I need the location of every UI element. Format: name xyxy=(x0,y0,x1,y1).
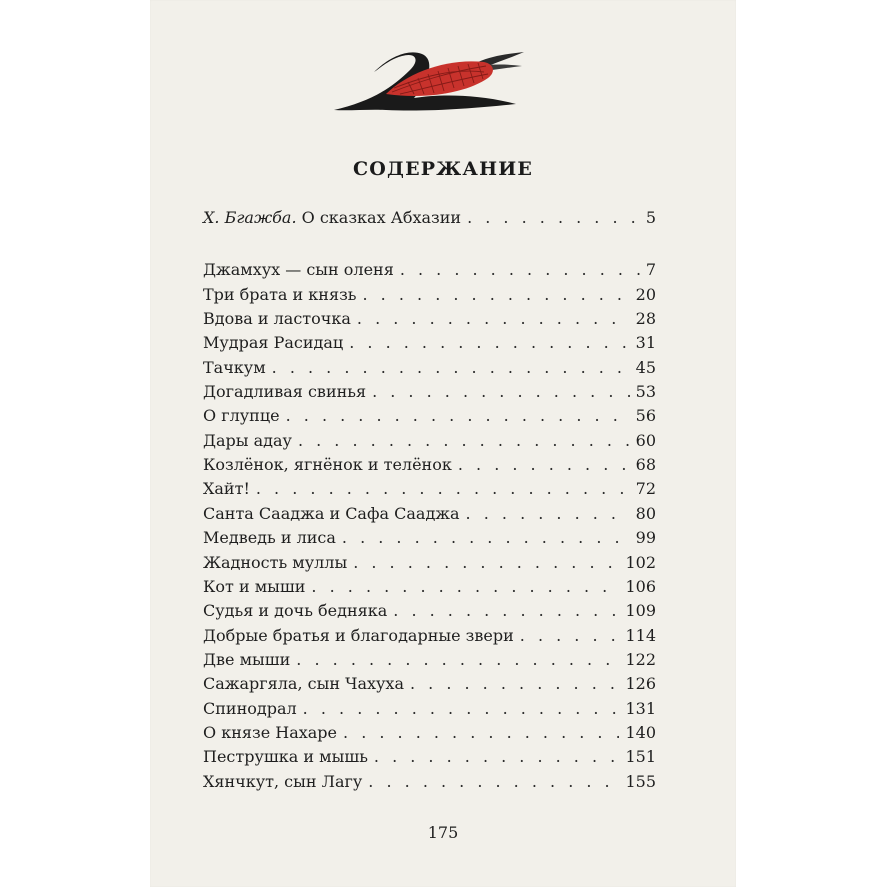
toc-entry xyxy=(203,772,656,796)
toc-entry-title: Судья и дочь бедняка xyxy=(203,601,388,620)
toc-entry xyxy=(203,333,656,357)
dot-leader xyxy=(303,699,620,718)
dot-leader xyxy=(343,723,619,742)
page-number: 175 xyxy=(427,823,459,842)
toc-entry-title: Добрые братья и благодарные звери xyxy=(203,626,514,645)
dot-leader xyxy=(272,358,630,377)
toc-entry-title: Медведь и лиса xyxy=(203,528,336,547)
toc-entry-page: 126 xyxy=(625,674,656,693)
toc-entry-title: Санта Сааджа и Сафа Сааджа xyxy=(203,504,460,523)
dot-leader xyxy=(342,528,630,547)
toc-entry-page: 7 xyxy=(645,260,656,279)
dot-leader xyxy=(349,333,629,352)
toc-entry-title: Хайт! xyxy=(203,479,250,498)
toc-entry-page: 114 xyxy=(625,626,656,645)
toc-entry-page: 102 xyxy=(625,553,656,572)
toc-entry-title: Три брата и князь xyxy=(203,285,357,304)
toc-entry-author: Х. Бгажба. xyxy=(203,208,297,227)
dot-leader xyxy=(353,553,619,572)
dot-leader xyxy=(296,650,619,669)
toc-entry xyxy=(203,553,656,577)
toc-entry-page: 72 xyxy=(635,479,656,498)
toc-entry-title: Вдова и ласточка xyxy=(203,309,351,328)
toc-entry-title: Хянчкут, сын Лагу xyxy=(203,772,363,791)
toc-entry-title: О сказках Абхазии xyxy=(301,208,462,227)
dot-leader xyxy=(458,455,630,474)
toc-entry xyxy=(203,577,656,601)
toc-entry-page: 28 xyxy=(635,309,656,328)
toc-entry-title: Тачкум xyxy=(203,358,266,377)
dot-leader xyxy=(368,772,619,791)
toc-entry-title: Две мыши xyxy=(203,650,291,669)
toc-entry xyxy=(203,431,656,455)
toc-entry-page: 60 xyxy=(635,431,656,450)
toc-entry-title: Козлёнок, ягнёнок и телёнок xyxy=(203,455,452,474)
dot-leader xyxy=(298,431,630,450)
toc-entry xyxy=(203,309,656,333)
toc-entry-label xyxy=(203,208,461,227)
toc-entry xyxy=(203,504,656,528)
toc-entry-page: 20 xyxy=(635,285,656,304)
dot-leader xyxy=(400,260,640,279)
corn-cob-icon xyxy=(328,42,528,120)
toc-entry-page: 131 xyxy=(625,699,656,718)
dot-leader xyxy=(410,674,619,693)
toc-entry-page: 45 xyxy=(635,358,656,377)
toc-entry-page: 140 xyxy=(625,723,656,742)
dot-leader xyxy=(393,601,619,620)
toc-entry-title: Кот и мыши xyxy=(203,577,306,596)
toc-entry-page: 5 xyxy=(645,208,656,227)
toc-entry-page: 99 xyxy=(635,528,656,547)
contents-heading: СОДЕРЖАНИЕ xyxy=(352,158,534,180)
dot-leader xyxy=(467,208,640,227)
toc-entry-page: 68 xyxy=(635,455,656,474)
toc-entry-page: 31 xyxy=(635,333,656,352)
toc-entry xyxy=(203,285,656,309)
toc-entry xyxy=(203,455,656,479)
toc-entry xyxy=(203,650,656,674)
toc-entry xyxy=(203,358,656,382)
toc-entry-page: 53 xyxy=(635,382,656,401)
toc-entry-page: 80 xyxy=(635,504,656,523)
toc-entry xyxy=(203,723,656,747)
toc-entry-title: Мудрая Расидац xyxy=(203,333,344,352)
dot-leader xyxy=(357,309,630,328)
toc-entry-title: Дары адау xyxy=(203,431,292,450)
toc-entry-page: 109 xyxy=(625,601,656,620)
toc-entry-title: Джамхух — сын оленя xyxy=(203,260,394,279)
toc-entry-page: 56 xyxy=(635,406,656,425)
toc-entry-title: О князе Нахаре xyxy=(203,723,338,742)
dot-leader xyxy=(363,285,630,304)
toc-entry xyxy=(203,260,656,284)
toc-entry xyxy=(203,479,656,503)
dot-leader xyxy=(256,479,630,498)
toc-entry-title: Догадливая свинья xyxy=(203,382,367,401)
dot-leader xyxy=(520,626,620,645)
toc-entry-page: 155 xyxy=(625,772,656,791)
toc-entry xyxy=(203,601,656,625)
dot-leader xyxy=(372,382,630,401)
toc-entry-title: О глупце xyxy=(203,406,280,425)
toc-entry-title: Сажаргяла, сын Чахуха xyxy=(203,674,404,693)
toc-entry xyxy=(203,674,656,698)
toc-entry xyxy=(203,626,656,650)
toc-entry-page: 122 xyxy=(625,650,656,669)
toc-entry-title: Жадность муллы xyxy=(203,553,348,572)
dot-leader xyxy=(374,747,620,766)
dot-leader xyxy=(466,504,630,523)
toc-entry xyxy=(203,382,656,406)
toc-entry-page: 151 xyxy=(625,747,656,766)
toc-entry-title: Пеструшка и мышь xyxy=(203,747,368,766)
toc-entry xyxy=(203,528,656,552)
book-page xyxy=(150,0,736,887)
dot-leader xyxy=(286,406,630,425)
toc-entry-title: Спинодрал xyxy=(203,699,297,718)
dot-leader xyxy=(311,577,619,596)
toc-entry xyxy=(203,406,656,430)
toc-entry-intro xyxy=(203,208,656,232)
toc-entry-page: 106 xyxy=(625,577,656,596)
toc-entry xyxy=(203,747,656,771)
toc-entry xyxy=(203,699,656,723)
